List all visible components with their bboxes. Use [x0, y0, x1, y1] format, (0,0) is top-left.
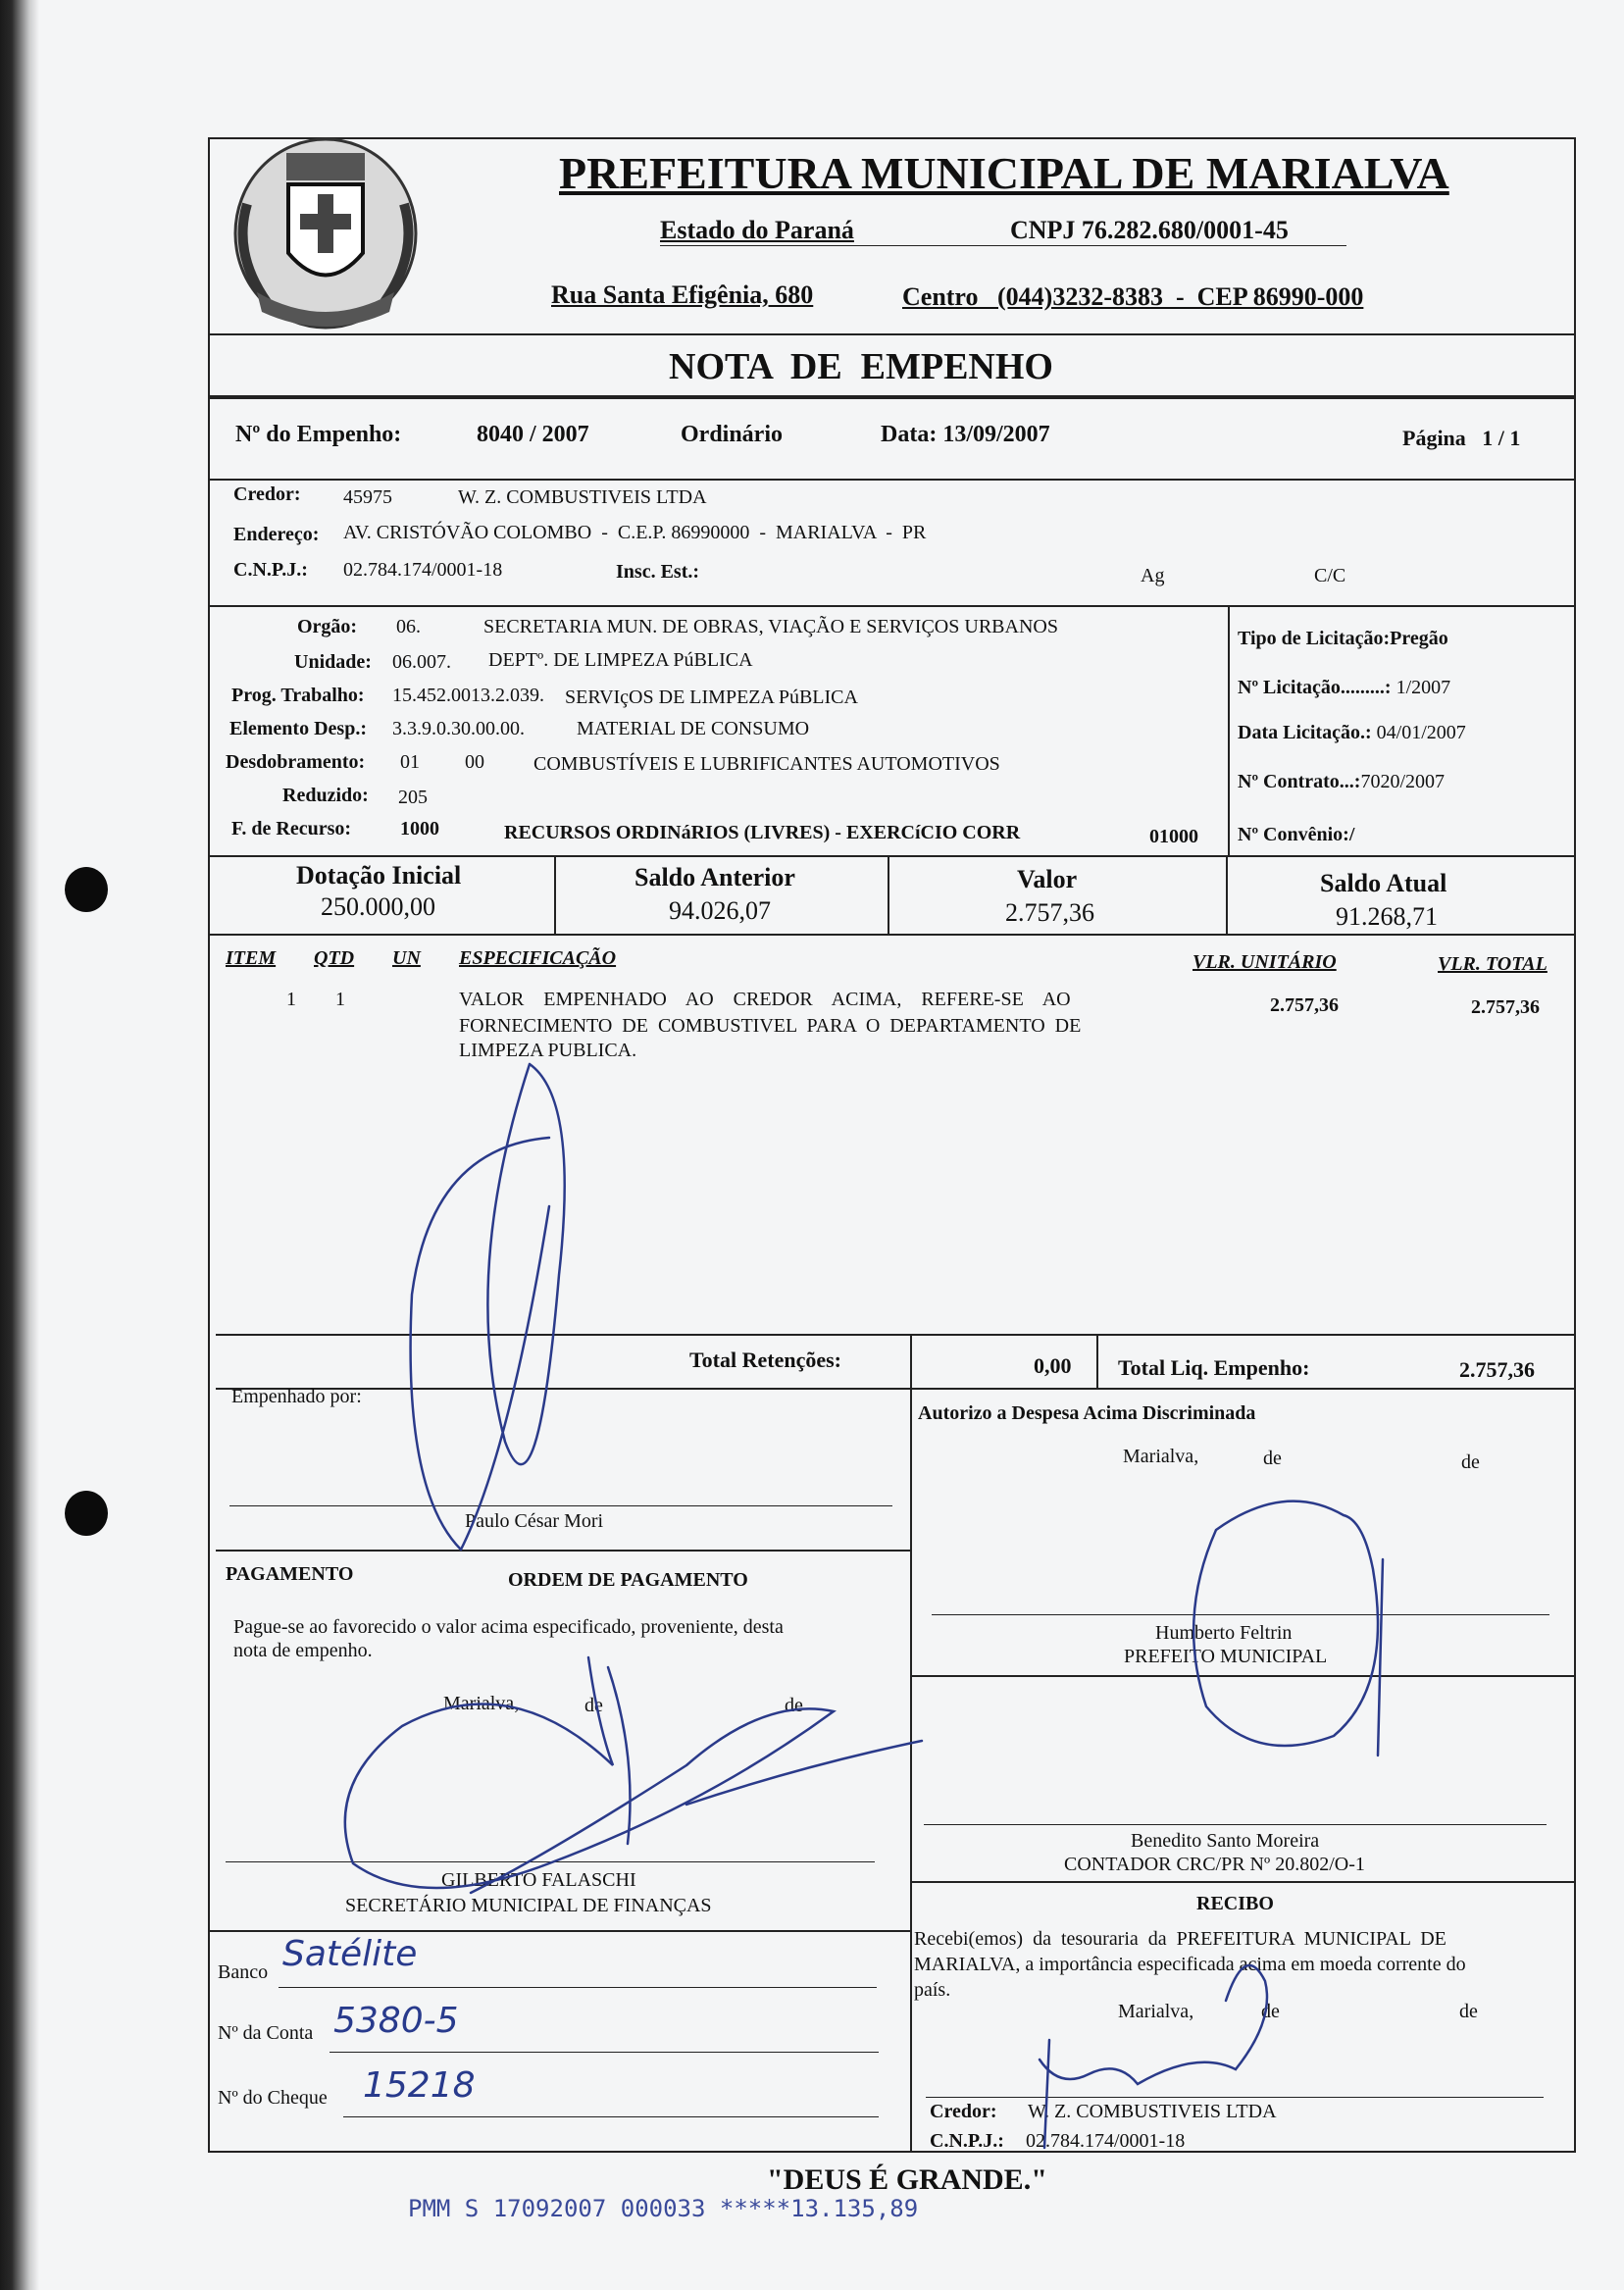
desdobramento-label: Desdobramento: [226, 751, 366, 773]
empenhado-por-label: Empenhado por: [231, 1386, 362, 1407]
cash-register-stamp: PMM S 17092007 000033 *****13.135,89 [408, 2195, 919, 2222]
retencoes-label: Total Retenções: [689, 1348, 841, 1372]
saldo-anterior-label: Saldo Anterior [634, 863, 795, 891]
prefeito-cargo: PREFEITO MUNICIPAL [1124, 1646, 1328, 1667]
liquido-label: Total Liq. Empenho: [1118, 1355, 1310, 1380]
row-spec-line1: VALOR EMPENHADO AO CREDOR ACIMA, REFERE-SE AO [459, 989, 1071, 1010]
pagamento-text-line1: Pague-se ao favorecido o valor acima especificado, proveniente, desta [233, 1616, 784, 1638]
endereco-label: Endereço: [233, 524, 320, 545]
saldo-atual-value: 91.268,71 [1336, 902, 1438, 931]
pagamento-de1: de [584, 1695, 603, 1716]
orgao-label: Orgão: [297, 616, 358, 637]
desdobramento-code2: 00 [465, 751, 484, 773]
footer-motto: "DEUS É GRANDE." [767, 2163, 1047, 2196]
autorizo-de2: de [1461, 1451, 1480, 1473]
elemento-label: Elemento Desp.: [229, 718, 367, 739]
unidade-name: DEPTº. DE LIMPEZA PúBLICA [488, 649, 753, 671]
address-header: Rua Santa Efigênia, 680 [551, 280, 814, 309]
prog-code: 15.452.0013.2.039. [392, 685, 544, 706]
conta-handwritten: 5380-5 [333, 2001, 459, 2041]
col-un-header: UN [392, 947, 421, 969]
elemento-name: MATERIAL DE CONSUMO [577, 718, 810, 739]
licitacao-number-label: Nº Licitação.........: [1238, 677, 1392, 698]
unidade-code: 06.007. [392, 651, 451, 673]
recurso-name: RECURSOS ORDINáRIOS (LIVRES) - EXERCíCIO CORR [504, 822, 1021, 843]
licitacao-number: 1/2007 [1391, 677, 1451, 698]
cheque-handwritten: 15218 [363, 2065, 476, 2106]
pagamento-city: Marialva, [443, 1693, 520, 1714]
row-item: 1 [286, 989, 296, 1010]
contador-cargo: CONTADOR CRC/PR Nº 20.802/O-1 [1064, 1854, 1365, 1875]
row-qtd: 1 [335, 989, 345, 1010]
pagamento-text-line2: nota de empenho. [233, 1640, 373, 1661]
cc-label: C/C [1314, 565, 1346, 586]
retencoes-value: 0,00 [1034, 1353, 1072, 1378]
empenho-label: Nº do Empenho: [235, 422, 402, 447]
liquido-value: 2.757,36 [1459, 1357, 1535, 1382]
tipo-licitacao: Tipo de Licitação:Pregão [1238, 628, 1448, 649]
recibo-cnpj-label: C.N.P.J.: [930, 2130, 1004, 2152]
col-item-header: ITEM [226, 947, 277, 969]
saldo-atual-label: Saldo Atual [1320, 869, 1447, 897]
convenio: Nº Convênio:/ [1238, 824, 1355, 845]
desdobramento-code1: 01 [400, 751, 420, 773]
conta-label: Nº da Conta [218, 2022, 314, 2044]
recibo-text-line2: MARIALVA, a importância especificada acima em moeda corrente do [914, 1954, 1466, 1975]
col-unit-header: VLR. UNITÁRIO [1193, 951, 1337, 973]
recibo-de1: de [1261, 2001, 1280, 2022]
contrato-number: 7020/2007 [1360, 771, 1446, 792]
ordem-pagamento-label: ORDEM DE PAGAMENTO [508, 1569, 748, 1591]
empenho-number: 8040 / 2007 [477, 422, 589, 447]
empenho-date: Data: 13/09/2007 [881, 422, 1050, 447]
row-spec-line3: LIMPEZA PUBLICA. [459, 1040, 637, 1061]
cnpj-header: CNPJ 76.282.680/0001-45 [1010, 216, 1289, 244]
cnpj-label: C.N.P.J.: [233, 559, 308, 581]
reduzido-value: 205 [398, 787, 428, 808]
licitacao-date-label: Data Licitação.: [1238, 722, 1372, 743]
col-qtd-header: QTD [314, 947, 355, 969]
autorizo-label: Autorizo a Despesa Acima Discriminada [918, 1402, 1256, 1424]
empenho-type: Ordinário [681, 422, 784, 447]
recibo-de2: de [1459, 2001, 1478, 2022]
insc-label: Insc. Est.: [616, 561, 700, 583]
secretario-nome: GILBERTO FALASCHI [441, 1869, 636, 1891]
signature-paulo-mori [411, 1064, 565, 1550]
credor-cnpj: 02.784.174/0001-18 [343, 559, 503, 581]
col-spec-header: ESPECIFICAÇÃO [459, 947, 617, 969]
page-number: Página 1 / 1 [1402, 426, 1521, 450]
recurso-code2: 01000 [1149, 826, 1198, 847]
row-spec-line2: FORNECIMENTO DE COMBUSTIVEL PARA O DEPARTAMENTO DE [459, 1015, 1082, 1037]
row-total-value: 2.757,36 [1471, 996, 1540, 1018]
recibo-text-line3: país. [914, 1979, 951, 2001]
signature-gilberto-falaschi [345, 1657, 922, 1893]
row-unit-value: 2.757,36 [1270, 994, 1339, 1016]
recibo-cnpj: 02.784.174/0001-18 [1026, 2130, 1186, 2152]
valor-value: 2.757,36 [1005, 898, 1094, 927]
secretario-cargo: SECRETÁRIO MUNICIPAL DE FINANÇAS [345, 1895, 712, 1916]
elemento-code: 3.3.9.0.30.00.00. [392, 718, 525, 739]
cheque-label: Nº do Cheque [218, 2087, 328, 2109]
state-name: Estado do Paraná [660, 216, 854, 244]
credor-address: AV. CRISTÓVÃO COLOMBO - C.E.P. 86990000 - MARIALVA - PR [343, 522, 927, 543]
desdobramento-name: COMBUSTÍVEIS E LUBRIFICANTES AUTOMOTIVOS [533, 753, 1000, 775]
empenhado-nome: Paulo César Mori [465, 1510, 604, 1532]
recibo-title: RECIBO [1196, 1893, 1274, 1914]
licitacao-date: 04/01/2007 [1371, 722, 1466, 743]
pagamento-de2: de [785, 1695, 803, 1716]
dotacao-label: Dotação Inicial [296, 861, 462, 890]
recibo-credor-label: Credor: [930, 2101, 997, 2122]
contador-nome: Benedito Santo Moreira [1131, 1830, 1320, 1852]
contrato-label: Nº Contrato...: [1238, 771, 1361, 792]
recibo-text-line1: Recebi(emos) da tesouraria da PREFEITURA MUNICIPAL DE [914, 1928, 1446, 1950]
valor-label: Valor [1017, 865, 1078, 893]
reduzido-label: Reduzido: [282, 785, 369, 806]
orgao-code: 06. [396, 616, 421, 637]
credor-label: Credor: [233, 483, 301, 505]
ag-label: Ag [1141, 565, 1165, 586]
prog-label: Prog. Trabalho: [231, 685, 365, 706]
orgao-name: SECRETARIA MUN. DE OBRAS, VIAÇÃO E SERVIÇOS URBANOS [483, 616, 1058, 637]
autorizo-de1: de [1263, 1448, 1282, 1469]
credor-code: 45975 [343, 486, 392, 508]
recibo-credor: W. Z. COMBUSTIVEIS LTDA [1028, 2101, 1277, 2122]
recurso-label: F. de Recurso: [231, 818, 352, 840]
signature-credor [1040, 1965, 1267, 2148]
autorizo-city: Marialva, [1123, 1446, 1199, 1467]
prefeito-nome: Humberto Feltrin [1155, 1622, 1293, 1644]
recurso-code: 1000 [400, 818, 439, 840]
unidade-label: Unidade: [294, 651, 372, 673]
municipality-title: PREFEITURA MUNICIPAL DE MARIALVA [559, 148, 1449, 198]
banco-handwritten: Satélite [282, 1934, 418, 1974]
dotacao-value: 250.000,00 [321, 892, 435, 921]
col-total-header: VLR. TOTAL [1438, 953, 1548, 975]
district-phone-cep: Centro (044)3232-8383 - CEP 86990-000 [902, 282, 1364, 311]
banco-label: Banco [218, 1961, 269, 1983]
prog-name: SERVIçOS DE LIMPEZA PúBLICA [565, 687, 858, 708]
saldo-anterior-value: 94.026,07 [669, 896, 771, 925]
recibo-city: Marialva, [1118, 2001, 1194, 2022]
credor-name: W. Z. COMBUSTIVEIS LTDA [458, 486, 707, 508]
pagamento-label: PAGAMENTO [226, 1563, 354, 1585]
document-title: NOTA DE EMPENHO [669, 346, 1053, 387]
signature-humberto-feltrin [1193, 1501, 1383, 1756]
